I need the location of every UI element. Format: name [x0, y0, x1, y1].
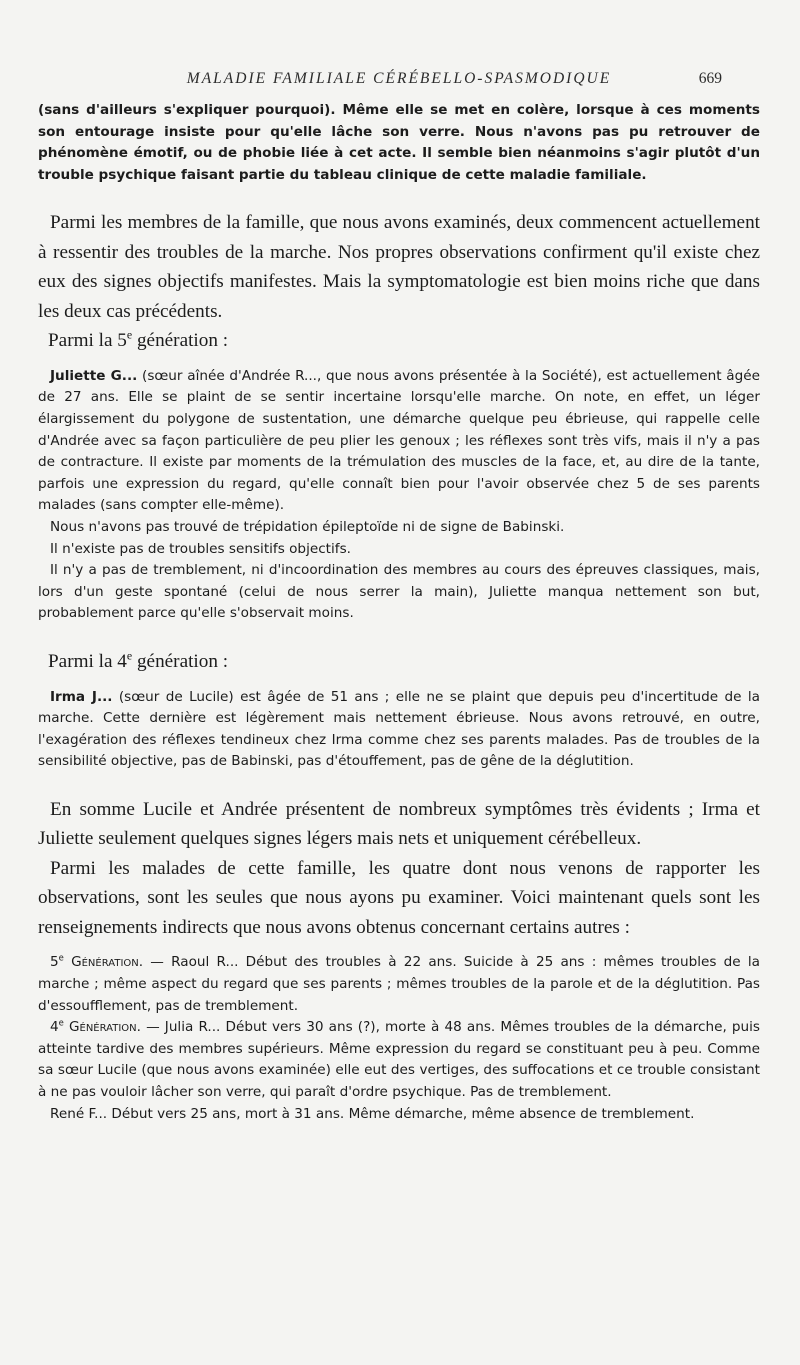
page-number: 669 [698, 70, 722, 87]
paragraph-irma [38, 687, 760, 773]
entry-5-superscript: e [58, 952, 64, 963]
entry-5-text: — Raoul R... Début des troubles à 22 ans. Suicide à 25 ans : mêmes troubles de la marche ; même aspect du regard que ses parents ; mêmes troubles de la parole et de la déglutition. Pas d'essoufflement, pas de tremblement. [38, 954, 760, 1014]
entry-4-text: — Julia R... Début vers 30 ans (?), morte à 48 ans. Mêmes troubles de la démarche, puis atteinte tardive des membres supérieurs. Même expression du regard se constituant peu à peu. Comme sa sœur Lucile (que nous avons examinée) elle eut des vertiges, des suffocations et ce trouble consistant à ne pas vouloir lâcher son verre, qui paraît d'ordre psychique. Pas de tremblement. [38, 1019, 760, 1100]
juliette-text: (sœur aînée d'Andrée R..., que nous avons présentée à la Société), est actuellement âgée de 27 ans. Elle se plaint de se sentir incertaine lorsqu'elle marche. On note, en effet, un léger élargissement du polygone de sustentation, une démarche quelque peu ébrieuse, qui rappelle celle d'Andrée avec sa façon particulière de peu plier les genoux ; les réflexes sont très vifs, mais il n'y a pas de contracture. Il existe par moments de la trémulation des muscles de la face, et, au dire de la tante, parfois une expression du regard, qu'elle connaît bien pour l'avoir observée chez 5 de ses parents malades (sans compter elle-même). [38, 367, 760, 514]
paragraph-parmi-malades: Parmi les malades de cette famille, les quatre dont nous venons de rapporter les observations, sont les seules que nous ayons pu examiner. Voici maintenant quels sont les renseignements indirects que nous avons obtenus concernant certains autres : [38, 857, 760, 938]
gen5-prefix: Parmi la [48, 330, 118, 352]
case-name-irma: Irma J... [50, 688, 113, 705]
paragraph-babinski: Nous n'avons pas trouvé de trépidation épileptoïde ni de signe de Babinski. [50, 519, 565, 536]
paragraph-sensitifs: Il n'existe pas de troubles sensitifs objectifs. [50, 540, 351, 557]
gen4-superscript: e [126, 648, 133, 663]
paragraph-continuation: (sans d'ailleurs s'expliquer pourquoi). Même elle se met en colère, lorsque à ces moments son entourage insiste pour qu'elle lâche son verre. Nous n'avons pas pu retrouver de phénomène émotif, ou de phobie liée à cet acte. Il semble bien néanmoins s'agir plutôt d'un trouble psychique faisant partie du tableau clinique de cette maladie familiale. [38, 102, 760, 183]
gen4-suffix: génération : [132, 651, 229, 672]
gen5-superscript: e [126, 327, 133, 342]
entry-fourth-generation [38, 1017, 760, 1103]
paragraph-en-somme: En somme Lucile et Andrée présentent de nombreux symptômes très évidents ; Irma et Juliette seulement quelques signes légers mais nets et uniquement cérébelleux. [38, 798, 760, 850]
entry-4-superscript: e [58, 1017, 64, 1028]
paragraph-family-members: Parmi les membres de la famille, que nous avons examinés, deux commencent actuellement à ressentir des troubles de la marche. Nos propres observations confirment qu'il existe chez eux des signes objectifs manifestes. Mais la symptomatologie est bien moins riche que dans les deux cas précédents. [38, 212, 760, 322]
entry-4-label: Génération. [68, 1019, 141, 1036]
paragraph-juliette [38, 366, 760, 517]
irma-text: (sœur de Lucile) est âgée de 51 ans ; elle ne se plaint que depuis peu d'incertitude de la marche. Cette dernière est légèrement mais nettement ébrieuse. Nous avons retrouvé, en outre, l'exagération des réflexes tendineux chez Irma comme chez ses parents malades. Pas de troubles de la sensibilité objective, pas de Babinski, pas d'étouffement, pas de gêne de la déglutition. [38, 688, 760, 770]
running-head [38, 70, 760, 100]
gen5-number: 5 [117, 330, 127, 352]
gen5-suffix: génération : [132, 330, 229, 352]
entry-rene: René F... Début vers 25 ans, mort à 31 ans. Même démarche, même absence de tremblement. [50, 1105, 695, 1122]
entry-5-label: Génération. [71, 954, 144, 971]
entry-5-number: 5 [50, 954, 59, 971]
paragraph-tremblement: Il n'y a pas de tremblement, ni d'incoordination des membres au cours des épreuves classiques, mais, lors d'un geste spontané (celui de nous serrer la main), Juliette manqua nettement son but, probablement parce qu'elle s'observait moins. [38, 562, 760, 622]
heading-fifth-generation [48, 326, 760, 356]
running-head-title: MALADIE FAMILIALE CÉRÉBELLO-SPASMODIQUE [186, 70, 612, 87]
case-name-juliette: Juliette G... [50, 367, 138, 384]
entry-4-number: 4 [50, 1019, 59, 1036]
gen4-prefix: Parmi la [48, 651, 118, 672]
entry-fifth-generation [38, 952, 760, 1017]
heading-fourth-generation [48, 647, 760, 677]
gen4-number: 4 [117, 651, 127, 672]
